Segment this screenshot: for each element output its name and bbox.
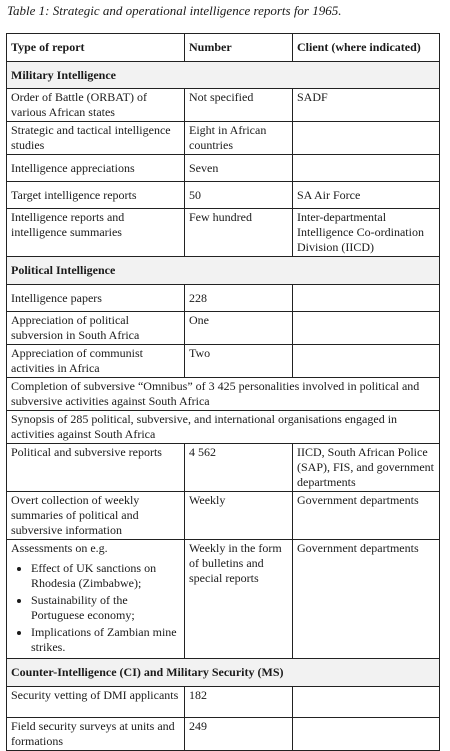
table-caption: Table 1: Strategic and operational intelligence reports for 1965. [7,3,342,18]
section-row-military [7,62,440,89]
cell-client: Government departments [293,540,440,659]
cell-client [293,718,440,751]
table-row [7,122,440,155]
cell-type: Target intelligence reports [7,182,185,209]
cell-client [293,312,440,345]
cell-number: 249 [185,718,293,751]
table-row [7,718,440,751]
cell-type-full-width: Completion of subversive “Omnibus” of 3 425 personalities involved in political and subversive activities against South Africa [7,378,440,411]
header-type: Type of report [7,34,185,62]
cell-client: Inter-departmental Intelligence Co-ordination Division (IICD) [293,209,440,257]
cell-number: Not specified [185,89,293,122]
table-row [7,209,440,257]
cell-type: Overt collection of weekly summaries of political and subversive information [7,492,185,540]
table-row [7,378,440,411]
cell-client [293,285,440,312]
table-row [7,155,440,182]
cell-number: 4 562 [185,444,293,492]
cell-client: IICD, South African Police (SAP), FIS, and government departments [293,444,440,492]
cell-type [7,540,185,659]
table-row [7,182,440,209]
assessments-list [11,561,180,655]
cell-type: Intelligence reports and intelligence summaries [7,209,185,257]
cell-type: Order of Battle (ORBAT) of various African states [7,89,185,122]
section-counter-intelligence: Counter-Intelligence (CI) and Military Security (MS) [7,659,440,687]
list-item: • Implications of Zambian mine strikes. [31,625,180,655]
cell-client [293,687,440,718]
section-row-counter-intelligence [7,659,440,687]
cell-type: Intelligence appreciations [7,155,185,182]
cell-number: 50 [185,182,293,209]
table-row [7,285,440,312]
cell-number: Weekly in the form of bulletins and special reports [185,540,293,659]
cell-number: 182 [185,687,293,718]
cell-type: Strategic and tactical intelligence studies [7,122,185,155]
cell-type: Field security surveys at units and formations [7,718,185,751]
table-row [7,312,440,345]
table-row [7,411,440,444]
assessments-intro: Assessments on e.g. [11,541,108,555]
section-political-intelligence: Political Intelligence [7,257,440,285]
cell-client: SA Air Force [293,182,440,209]
cell-type-full-width: Synopsis of 285 political, subversive, and international organisations engaged in activities against South Africa [7,411,440,444]
cell-client [293,345,440,378]
cell-client: SADF [293,89,440,122]
list-item: • Sustainability of the Portuguese economy; [31,593,180,623]
header-number: Number [185,34,293,62]
cell-type: Intelligence papers [7,285,185,312]
cell-number: Seven [185,155,293,182]
intelligence-reports-table [6,33,440,751]
cell-number: Two [185,345,293,378]
cell-number: One [185,312,293,345]
cell-client [293,155,440,182]
cell-type: Political and subversive reports [7,444,185,492]
table-row [7,687,440,718]
table-row [7,540,440,659]
cell-number: Few hundred [185,209,293,257]
header-client: Client (where indicated) [293,34,440,62]
cell-type: Security vetting of DMI applicants [7,687,185,718]
cell-number: Eight in African countries [185,122,293,155]
cell-client [293,122,440,155]
section-row-political [7,257,440,285]
header-row [7,34,440,62]
cell-type: Appreciation of political subversion in South Africa [7,312,185,345]
cell-type: Appreciation of communist activities in Africa [7,345,185,378]
cell-client: Government departments [293,492,440,540]
section-military-intelligence: Military Intelligence [7,62,440,89]
table-row [7,345,440,378]
cell-number: 228 [185,285,293,312]
cell-number: Weekly [185,492,293,540]
table-row [7,89,440,122]
list-item: • Effect of UK sanctions on Rhodesia (Zimbabwe); [31,561,180,591]
table-row [7,492,440,540]
table-row [7,444,440,492]
